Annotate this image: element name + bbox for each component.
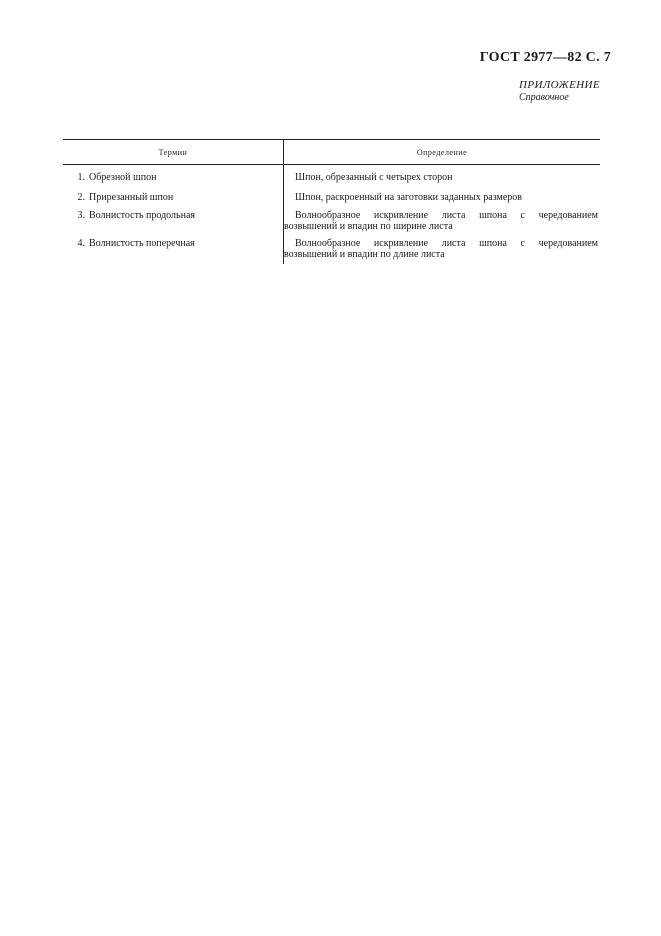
definition-text: Шпон, раскроенный на заготовки заданных размеров <box>295 192 523 203</box>
column-header-definition: Определение <box>283 140 600 164</box>
term-cell <box>63 192 283 210</box>
appendix-label <box>519 79 600 104</box>
term-text: Прирезанный шпон <box>89 192 174 203</box>
term-text: Волнистость поперечная <box>89 238 195 249</box>
term-cell <box>63 210 283 238</box>
term-text: Обрезной шпон <box>89 172 157 183</box>
term-text: Волнистость продольная <box>89 210 195 221</box>
definition-text: Волнообразное искривление листа шпона с чередованием возвышений и впадин по длине листа <box>284 238 598 260</box>
definitions-column <box>283 165 600 264</box>
definition-cell <box>284 172 600 192</box>
terms-table <box>63 139 600 264</box>
column-header-term: Термин <box>158 147 188 157</box>
appendix-title: ПРИЛОЖЕНИЕ <box>519 79 600 91</box>
term-number: 2. <box>77 192 85 203</box>
term-cell <box>63 172 283 192</box>
terms-column <box>63 165 283 264</box>
term-number: 4. <box>77 238 85 249</box>
definition-text: Волнообразное искривление листа шпона с чередованием возвышений и впадин по ширине листа <box>284 210 598 232</box>
table-header-row <box>63 139 600 165</box>
table-body <box>63 165 600 264</box>
page-header-standard: ГОСТ 2977—82 С. 7 <box>479 50 611 65</box>
term-number: 1. <box>77 172 85 183</box>
term-cell <box>63 238 283 262</box>
appendix-subtitle: Справочное <box>519 92 569 103</box>
term-number: 3. <box>77 210 85 221</box>
definition-cell <box>284 238 600 262</box>
definition-text: Шпон, обрезанный с четырех сторон <box>295 172 453 183</box>
definition-cell <box>284 210 600 238</box>
definition-cell <box>284 192 600 210</box>
